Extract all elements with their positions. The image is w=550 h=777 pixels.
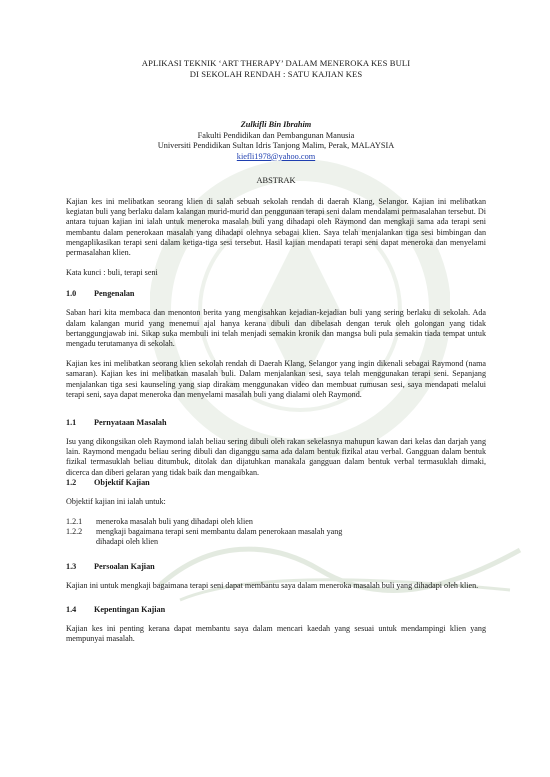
section-number: 1.3 — [66, 561, 77, 571]
section-title: Pernyataan Masalah — [94, 418, 167, 428]
section-heading-pengenalan — [66, 289, 486, 298]
list-item — [66, 517, 486, 527]
persoalan-paragraph: Kajian ini untuk mengkaji bagaimana terapi seni dapat membantu saya dalam meneroka masalah buli yang dihadapi oleh klien. — [66, 580, 479, 590]
list-item — [66, 527, 486, 547]
keywords: Kata kunci : buli, terapi seni — [66, 268, 158, 278]
author-faculty: Fakulti Pendidikan dan Pembangunan Manusia — [197, 130, 355, 140]
section-number: 1.4 — [66, 604, 77, 614]
list-item-text: meneroka masalah buli yang dihadapi oleh klien — [96, 517, 253, 527]
abstract-text: Kajian kes ini melibatkan seorang klien di salah sebuah sekolah rendah di daerah Klang, Selangor. Kajian ini melibatkan kegiatan buli yang berlaku dalam kalangan murid-murid dan penggunaan terapi seni dalam mendalami permasalahan tersebut. Di antara tujuan kajian ini ialah untuk meneroka masalah buli yang dihadapi oleh Raymond dan mengkaji sama ada terapi seni membantu dalam penerokaan masalah yang dihadapi olehnya sebagai klien. Saya telah menjalankan tiga sesi bimbingan dan mengaplikasikan terapi seni dalam ketiga-tiga sesi tersebut. Hasil kajian mendapati terapi seni dapat meneroka dan menyelami permasalahan klien. — [66, 197, 486, 258]
section-heading-objektif — [66, 478, 486, 487]
author-block — [66, 120, 486, 162]
section-title: Objektif Kajian — [94, 477, 150, 487]
list-item-number: 1.2.2 — [66, 527, 83, 537]
objektif-intro: Objektif kajian ini ialah untuk: — [66, 496, 166, 506]
list-item-number: 1.2.1 — [66, 517, 83, 527]
section-title: Kepentingan Kajian — [94, 604, 166, 614]
paper-title-line-2: DI SEKOLAH RENDAH : SATU KAJIAN KES — [189, 69, 363, 79]
section-number: 1.2 — [66, 477, 77, 487]
author-name: Zulkifli Bin Ibrahim — [240, 120, 312, 129]
objektif-list — [66, 517, 486, 548]
section-title: Pengenalan — [94, 289, 135, 299]
abstract-heading: ABSTRAK — [256, 176, 296, 185]
section-heading-persoalan — [66, 562, 486, 571]
section-heading-kepentingan — [66, 605, 486, 614]
paper-title-line-1: APLIKASI TEKNIK ‘ART THERAPY’ DALAM MENEROKA KES BULI — [141, 58, 411, 68]
author-university: Universiti Pendidikan Sultan Idris Tanjong Malim, Perak, MALAYSIA — [157, 141, 395, 150]
pengenalan-paragraph-1: Saban hari kita membaca dan menonton berita yang mengisahkan kejadian-kejadian buli yang sering berlaku di sekolah. Ada dalam kalangan murid yang menemui ajal hanya kerana dibuli dan dibelasah dengan teruk oleh golongan yang tidak bertanggungjawab ini. Sikap suka membuli ini telah menjadi semakin kronik dan mangsa buli pula semakin tiada tempat untuk mengadu terutamanya di sekolah. — [66, 308, 486, 349]
section-title: Persoalan Kajian — [94, 561, 155, 571]
list-item-text: mengkaji bagaimana terapi seni membantu dalam penerokaan masalah yang dihadapi oleh klien — [96, 527, 343, 547]
masalah-paragraph: Isu yang dikongsikan oleh Raymond ialah beliau sering dibuli oleh rakan sekelasnya mahupun kawan dari kelas dan darjah yang lain. Raymond mengadu beliau sering dibuli dan diganggu sama ada dalam bentuk fizikal atau verbal. Gangguan dalam bentuk fizikal termasuklah beliau ditumbuk, ditolak dan dijatuhkan manakala gangguan dalam bentuk verbal termasuklah dimaki, dicerca dan diberi gelaran yang tidak baik dan mengaibkan. — [66, 437, 486, 477]
pengenalan-paragraph-2: Kajian kes ini melibatkan seorang klien sekolah rendah di Daerah Klang, Selangor yang ingin dikenali sebagai Raymond (nama samaran). Kajian kes ini melibatkan masalah buli. Dalam menjalankan sesi, saya telah menggunakan terapi seni. Sepanjang menjalankan tiga sesi kaunseling yang siap dirakam menggunakan video dan membuat rumusan sesi, saya mendapati melalui terapi seni, saya dapat meneroka dan menyelami masalah buli yang dialami oleh Raymond. — [66, 359, 486, 399]
section-heading-pernyataan-masalah — [66, 418, 486, 427]
section-number: 1.1 — [66, 418, 77, 428]
author-email-link[interactable]: kiefli1978@yahoo.com — [236, 151, 316, 161]
section-number: 1.0 — [66, 289, 77, 299]
kepentingan-paragraph: Kajian kes ini penting kerana dapat membantu saya dalam mencari kaedah yang sesuai untuk mendampingi klien yang mempunyai masalah. — [66, 623, 486, 644]
